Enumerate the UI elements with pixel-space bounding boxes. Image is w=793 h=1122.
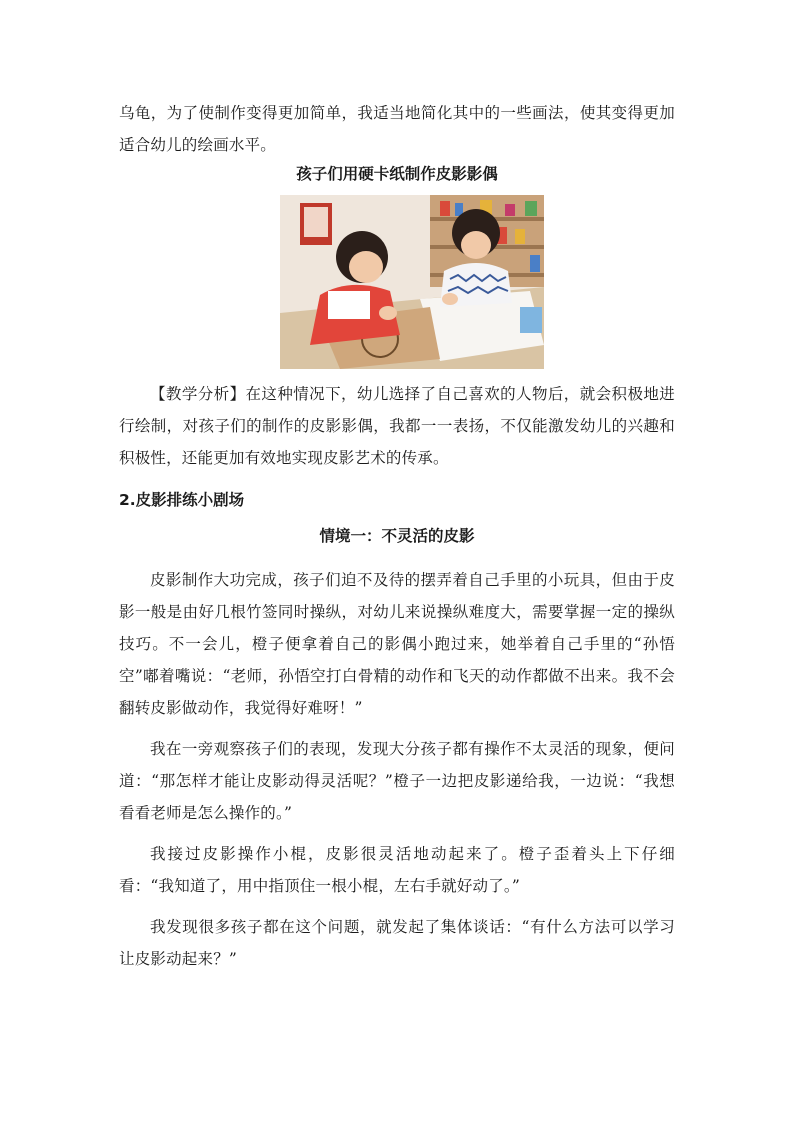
photo-children-making-shadow-puppets [280,195,544,369]
paragraph-intro: 乌龟，为了使制作变得更加简单，我适当地简化其中的一些画法，使其变得更加适合幼儿的绘画水平。 [119,104,675,154]
paragraph-teaching-analysis: 【教学分析】在这种情况下，幼儿选择了自己喜欢的人物后，就会积极地进行绘制，对孩子们的制作的皮影影偶，我都一一表扬，不仅能激发幼儿的兴趣和积极性，还能更加有效地实现皮影艺术的传承。 [119,385,675,467]
paragraph-group-discussion: 我发现很多孩子都在这个问题，就发起了集体谈话：“有什么方法可以学习让皮影动起来？” [119,918,675,968]
scenario-title: 情境一：不灵活的皮影 [319,527,475,545]
section-heading: 2.皮影排练小剧场 [119,491,245,509]
paragraph-observation: 我在一旁观察孩子们的表现，发现大分孩子都有操作不太灵活的现象，便问道：“那怎样才能让皮影动得灵活呢？”橙子一边把皮影递给我，一边说：“我想看看老师是怎么操作的。” [119,740,675,822]
paragraph-scenario-story: 皮影制作大功完成，孩子们迫不及待的摆弄着自己手里的小玩具，但由于皮影一般是由好几根竹签同时操纵，对幼儿来说操纵难度大，需要掌握一定的操纵技巧。不一会儿，橙子便拿着自己的影偶小跑过来，她举着自己手里的“孙悟空”嘟着嘴说：“老师，孙悟空打白骨精的动作和飞天的动作都做不出来。我不会翻转皮影做动作，我觉得好难呀！” [119,571,675,717]
figure-caption: 孩子们用硬卡纸制作皮影影偶 [296,165,498,183]
paragraph-demonstration: 我接过皮影操作小棍，皮影很灵活地动起来了。橙子歪着头上下仔细看：“我知道了，用中指顶住一根小棍，左右手就好动了。” [119,845,675,895]
